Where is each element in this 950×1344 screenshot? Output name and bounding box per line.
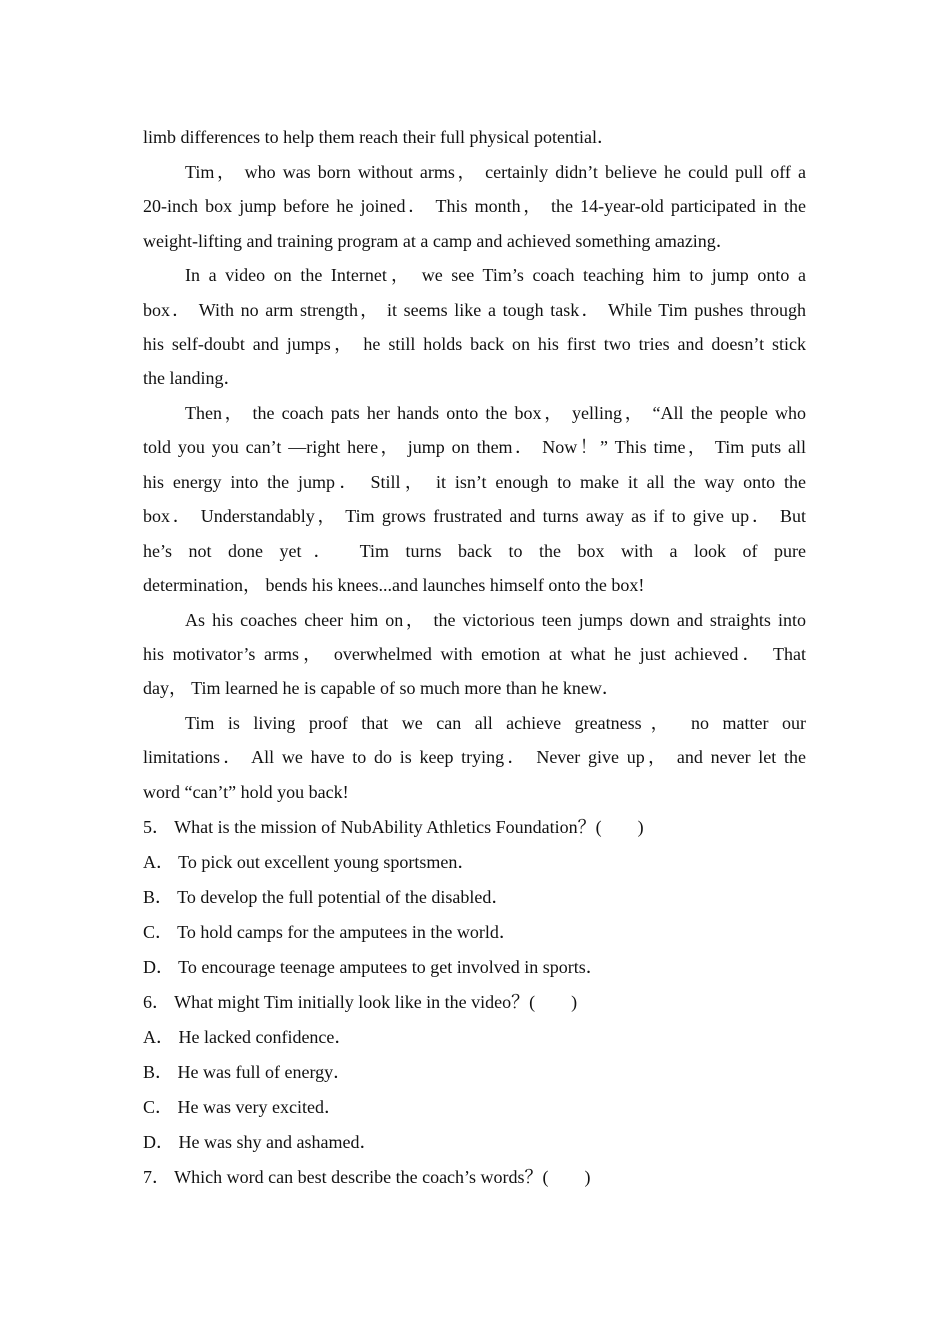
passage-line: determination， bends his knees...and launches himself onto the box! [143, 575, 645, 595]
question-stem: 7． Which word can best describe the coach’s words？( ) [143, 1167, 591, 1187]
answer-option: D． He was shy and ashamed． [143, 1132, 378, 1152]
passage-line: Then， the coach pats her hands onto the box， yelling， “All the people who [185, 403, 806, 423]
passage-line: box． With no arm strength， it seems like a tough task． While Tim pushes through [143, 300, 806, 320]
passage-line: box． Understandably， Tim grows frustrated and turns away as if to give up． But [143, 506, 806, 526]
passage-line: day， Tim learned he is capable of so much more than he knew． [143, 678, 620, 698]
passage-line: limitations． All we have to do is keep trying． Never give up， and never let the [143, 747, 806, 767]
answer-option: A． He lacked confidence． [143, 1027, 353, 1047]
passage-line: weight-lifting and training program at a camp and achieved something amazing． [143, 231, 734, 251]
passage-line: his energy into the jump． Still， it isn’t enough to make it all the way onto the [143, 472, 806, 492]
question-stem: 5． What is the mission of NubAbility Athletics Foundation？( ) [143, 817, 644, 837]
answer-option: B． To develop the full potential of the disabled． [143, 887, 510, 907]
passage-line: Tim， who was born without arms， certainly didn’t believe he could pull off a [185, 162, 806, 182]
passage-line: In a video on the Internet， we see Tim’s coach teaching him to jump onto a [185, 265, 806, 285]
passage-line: 20-inch box jump before he joined． This month， the 14-year-old participated in the [143, 196, 806, 216]
question-stem: 6． What might Tim initially look like in the video？( ) [143, 992, 578, 1012]
answer-option: C． He was very excited． [143, 1097, 342, 1117]
passage-line: his self-doubt and jumps， he still holds back on his first two tries and doesn’t stick [143, 334, 806, 354]
passage-line: limb differences to help them reach their full physical potential． [143, 127, 616, 147]
passage-line: As his coaches cheer him on， the victorious teen jumps down and straights into [185, 610, 806, 630]
passage-line: the landing． [143, 368, 242, 388]
answer-option: C． To hold camps for the amputees in the world． [143, 922, 517, 942]
passage-line: he’s not done yet． Tim turns back to the box with a look of pure [143, 541, 806, 561]
passage-line: told you you can’t —right here， jump on them． Now！” This time， Tim puts all [143, 437, 806, 457]
passage-line: his motivator’s arms， overwhelmed with emotion at what he just achieved． That [143, 644, 806, 664]
passage-line: Tim is living proof that we can all achieve greatness， no matter our [185, 713, 806, 733]
answer-option: A． To pick out excellent young sportsmen． [143, 852, 476, 872]
answer-option: B． He was full of energy． [143, 1062, 352, 1082]
answer-option: D． To encourage teenage amputees to get involved in sports． [143, 957, 604, 977]
passage-line: word “can’t” hold you back! [143, 782, 349, 802]
